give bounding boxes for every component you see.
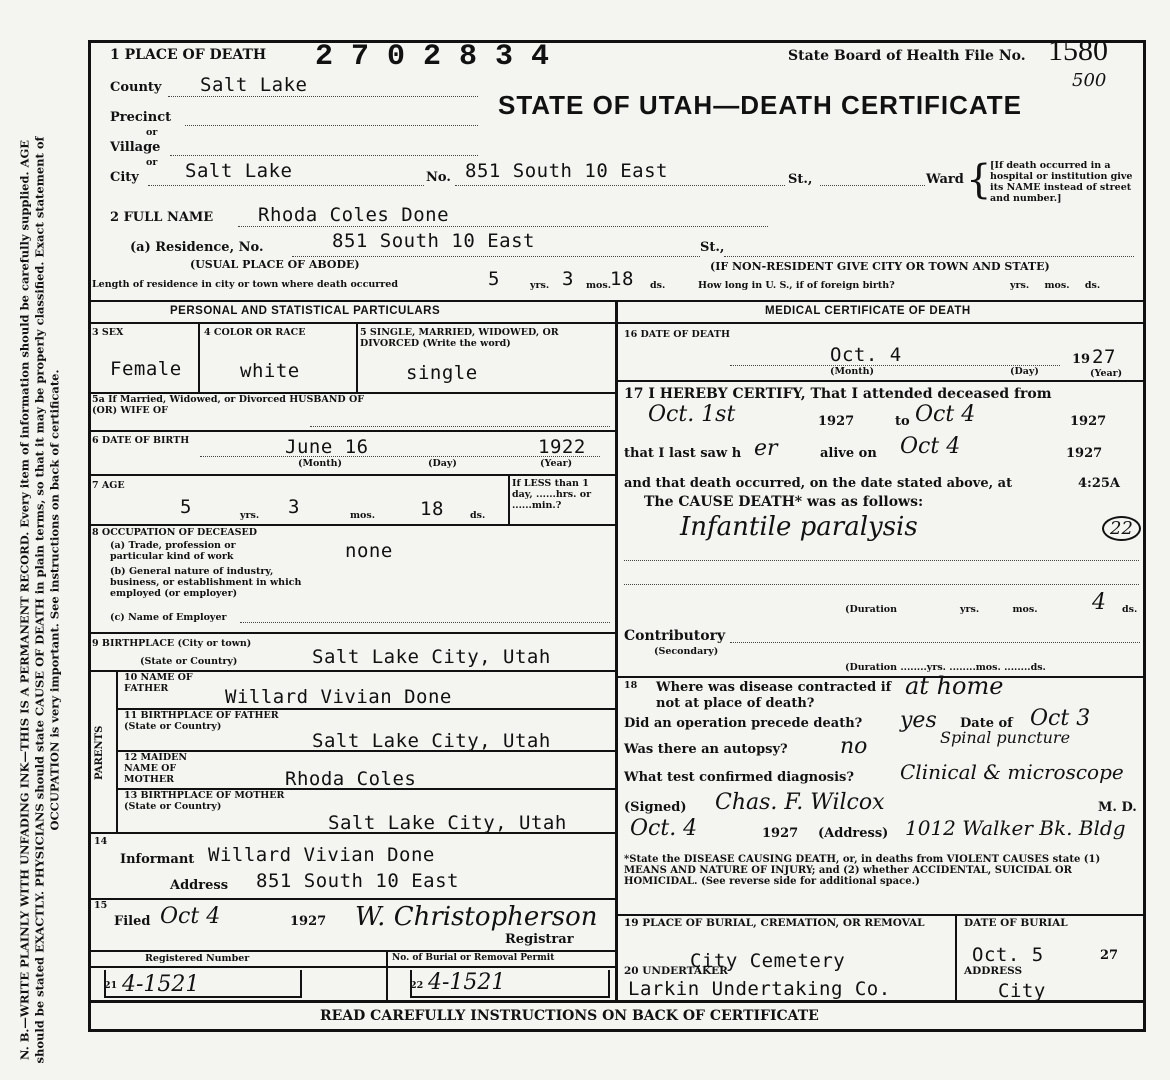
attended-to-label: to: [895, 414, 910, 429]
county-line: [168, 96, 478, 97]
cause-footnote: *State the DISEASE CAUSING DEATH, or, in deaths from VIOLENT CAUSES state (1) MEANS AND NATURE OF INJURY; and (2) whether ACCIDENTAL, SUICIDAL OR HOMICIDAL. (See reverse side for additional space.): [624, 854, 1101, 887]
cause-line-3: [624, 584, 1139, 585]
rule: [88, 322, 615, 324]
footer-instructions: READ CAREFULLY INSTRUCTIONS ON BACK OF CERTIFICATE: [320, 1008, 819, 1024]
item-15: 15: [94, 900, 108, 911]
residence-st-line: [724, 256, 1134, 257]
residence-st-label: St.,: [700, 240, 725, 255]
age-mos-unit: mos.: [350, 510, 376, 521]
rule: [88, 950, 615, 952]
rule: [615, 914, 1146, 916]
autopsy-label: Was there an autopsy?: [624, 742, 788, 757]
rule: [88, 832, 615, 834]
length-ds: 18: [610, 268, 634, 290]
item-14: 14: [94, 836, 108, 847]
street-no-label: No.: [426, 170, 451, 185]
informant-value: Willard Vivian Done: [208, 844, 435, 866]
non-resident-caption: (IF NON-RESIDENT GIVE CITY OR TOWN AND STATE): [710, 260, 1050, 273]
date-of-death-year: 27: [1092, 346, 1116, 368]
death-occurred-label: and that death occurred, on the date stated above, at: [624, 476, 1013, 491]
mother-bp-label: 13 BIRTHPLACE OF MOTHER (State or Country): [124, 790, 285, 812]
reg-number-label: Registered Number: [145, 953, 250, 964]
occupation-c-label: (c) Name of Employer: [110, 612, 227, 623]
dob-month-caption: (Month): [298, 458, 343, 469]
duration-mos: 4: [1092, 590, 1106, 615]
county-value: Salt Lake: [200, 74, 308, 96]
signed-year: 1927: [762, 826, 799, 841]
burial-date-label: DATE OF BURIAL: [964, 917, 1068, 929]
length-mos-unit: mos.: [586, 280, 612, 291]
burial-no-box: [410, 970, 610, 998]
operation-date-value: Oct 3: [1030, 706, 1091, 731]
city-line: [148, 185, 424, 186]
filed-label: Filed: [114, 914, 151, 929]
attended-from: Oct. 1st: [648, 402, 736, 427]
ward-brace: {: [966, 157, 992, 203]
marital-value: single: [406, 362, 478, 384]
physician-address-label: (Address): [818, 826, 889, 841]
race-label: 4 COLOR OR RACE: [204, 327, 306, 338]
birthplace-label: 9 BIRTHPLACE (City or town): [92, 638, 252, 649]
street-label: St.,: [788, 172, 813, 187]
rule: [615, 380, 1146, 382]
where-contracted-label: Where was disease contracted if not at place of death?: [656, 680, 892, 711]
file-number-secondary: 500: [1072, 70, 1107, 91]
full-name-label: 2 FULL NAME: [110, 210, 214, 225]
undertaker-address-value: City: [998, 980, 1046, 1002]
burial-place-value: City Cemetery: [690, 950, 846, 972]
cause-code: 22: [1102, 516, 1141, 541]
rule-center: [615, 300, 618, 1000]
full-name-value: Rhoda Coles Done: [258, 204, 450, 226]
length-ds-unit: ds.: [650, 280, 666, 291]
occupation-a-label: (a) Trade, profession or particular kind of work: [110, 540, 236, 562]
age-yrs: 5: [180, 496, 192, 518]
residence-line: [292, 256, 700, 257]
medical-section-title: MEDICAL CERTIFICATE OF DEATH: [765, 305, 971, 317]
test-label: What test confirmed diagnosis?: [624, 770, 854, 785]
rule-bottom: [88, 1000, 1146, 1003]
file-no-label: State Board of Health File No.: [788, 48, 1026, 64]
burial-no-label: No. of Burial or Removal Permit: [392, 953, 555, 963]
sex-value: Female: [110, 358, 182, 380]
rule: [88, 430, 615, 432]
margin-instructions-text: N. B.—WRITE PLAINLY WITH UNFADING INK—THIS IS A PERMANENT RECORD. Every item of information should be carefully supplied. AGE should be stated EXACTLY. PHYSICIANS should state CAUSE OF DEATH in plain terms, so that it may be properly classified. Exact statement of OCCUPATION is very important. See instructions on back of certificate.: [17, 136, 62, 1064]
certificate-title: STATE OF UTAH—DEATH CERTIFICATE: [498, 90, 1022, 120]
foreign-label: How long in U. S., if of foreign birth?: [698, 280, 895, 291]
village-line: [170, 155, 478, 156]
file-number: 1580: [1048, 34, 1108, 67]
age-ds-unit: ds.: [470, 510, 486, 521]
death-month-caption: (Month): [830, 366, 875, 377]
spouse-label: 5a If Married, Widowed, or Divorced HUSBAND OF (OR) WIFE OF: [92, 394, 364, 416]
street-no-line: [455, 185, 785, 186]
age-mos: 3: [288, 496, 300, 518]
mother-label: 12 MAIDEN NAME OF MOTHER: [124, 752, 188, 785]
father-bp-value: Salt Lake City, Utah: [312, 730, 551, 752]
length-yrs-unit: yrs.: [530, 280, 550, 291]
informant-address-label: Address: [170, 878, 229, 893]
father-bp-label: 11 BIRTHPLACE OF FATHER (State or Country): [124, 710, 279, 732]
father-label: 10 NAME OF FATHER: [124, 672, 193, 694]
death-year-caption: (Year): [1090, 368, 1123, 379]
occupation-b-label: (b) General nature of industry, business, or establishment in which employed (or employer): [110, 566, 302, 599]
city-label: City: [110, 170, 139, 185]
undertaker-value: Larkin Undertaking Co.: [628, 978, 891, 1000]
rule: [386, 950, 388, 1000]
md-label: M. D.: [1098, 800, 1137, 815]
filed-date: Oct 4: [160, 904, 221, 929]
father-value: Willard Vivian Done: [225, 686, 452, 708]
operation-label: Did an operation precede death?: [624, 716, 863, 731]
undertaker-label: 20 UNDERTAKER: [624, 965, 728, 977]
where-contracted-value: at home: [905, 672, 1004, 700]
mother-bp-value: Salt Lake City, Utah: [328, 812, 567, 834]
burial-date-value: Oct. 5: [972, 944, 1044, 966]
attended-to-year: 1927: [1070, 414, 1107, 429]
informant-label: Informant: [120, 852, 195, 867]
reg-number-box: [104, 970, 302, 998]
race-value: white: [240, 360, 300, 382]
age-label: 7 AGE: [92, 480, 125, 491]
precinct-label: Precinct: [110, 110, 172, 125]
rule: [88, 632, 615, 634]
rule: [88, 474, 615, 476]
reg-number-value: 4-1521: [122, 972, 200, 997]
filed-year: 1927: [290, 914, 327, 929]
date-of-death-year-prefix: 19: [1072, 352, 1091, 367]
or-label: or: [146, 157, 158, 168]
undertaker-address-label: ADDRESS: [964, 965, 1023, 977]
contributory-label: Contributory: [624, 628, 726, 644]
dob-label: 6 DATE OF BIRTH: [92, 435, 190, 446]
rule: [508, 474, 510, 524]
duration-label: (Duration: [845, 604, 898, 615]
rule: [88, 898, 615, 900]
rule: [356, 322, 358, 394]
alive-on-label: alive on: [820, 446, 877, 461]
mother-value: Rhoda Coles: [285, 768, 417, 790]
physician-address: 1012 Walker Bk. Bldg: [905, 816, 1126, 840]
spouse-line: [310, 426, 610, 427]
test-value: Clinical & microscope: [900, 760, 1124, 784]
contributory-line: [730, 642, 1140, 643]
duration-units: yrs. mos.: [960, 604, 1038, 615]
cause-line-2: [624, 560, 1139, 561]
burial-no-value: 4-1521: [428, 970, 506, 995]
birthplace-value: Salt Lake City, Utah: [312, 646, 551, 668]
item-18: 18: [624, 680, 638, 691]
parents-label: PARENTS: [94, 725, 105, 780]
dob-month-day: June 16: [285, 436, 369, 458]
death-day-caption: (Day): [1010, 366, 1039, 377]
certify-text: 17 I HEREBY CERTIFY, That I attended deceased from: [624, 386, 1052, 402]
length-mos: 3: [562, 268, 574, 290]
registrar-label: Registrar: [505, 932, 574, 947]
employer-line: [240, 622, 610, 623]
rule: [88, 524, 615, 526]
death-time: 4:25A: [1078, 476, 1121, 491]
burial-item: 22: [410, 980, 424, 991]
full-name-line: [238, 226, 768, 227]
foreign-units: yrs. mos. ds.: [1010, 280, 1101, 291]
alive-on-year: 1927: [1066, 446, 1103, 461]
place-of-death-label: 1 PLACE OF DEATH: [110, 47, 267, 63]
attended-from-year: 1927: [818, 414, 855, 429]
burial-place-label: 19 PLACE OF BURIAL, CREMATION, OR REMOVAL: [624, 917, 925, 929]
reg-item: 21: [104, 980, 118, 991]
occupation-label: 8 OCCUPATION OF DECEASED: [92, 527, 258, 538]
secondary-label: (Secondary): [654, 646, 719, 657]
marital-label: 5 SINGLE, MARRIED, WIDOWED, OR DIVORCED (Write the word): [360, 327, 559, 349]
date-of-death-label: 16 DATE OF DEATH: [624, 329, 730, 340]
usual-place-caption: (USUAL PLACE OF ABODE): [190, 258, 360, 271]
precinct-line: [185, 125, 478, 126]
city-value: Salt Lake: [185, 160, 293, 182]
less-than-note: If LESS than 1 day, ......hrs. or ......min.?: [512, 478, 592, 511]
residence-label: (a) Residence, No.: [130, 240, 264, 255]
duration-2: (Duration ........yrs. ........mos. ........ds.: [845, 662, 1046, 673]
burial-year: 27: [1100, 948, 1119, 963]
alive-on-value: Oct 4: [900, 434, 961, 459]
rule: [615, 676, 1146, 678]
signed-label: (Signed): [624, 800, 687, 815]
birthplace-state-label: (State or Country): [140, 656, 238, 667]
rule: [615, 322, 1146, 324]
rule: [88, 966, 615, 968]
street-no-value: 851 South 10 East: [465, 160, 668, 182]
length-label: Length of residence in city or town where death occurred: [92, 279, 398, 290]
cause-value: Infantile paralysis: [680, 512, 918, 542]
rule: [198, 322, 200, 394]
margin-instructions: [0, 60, 80, 1064]
or-label: or: [146, 127, 158, 138]
rule: [955, 914, 957, 1000]
village-label: Village: [110, 140, 161, 155]
length-yrs: 5: [488, 268, 500, 290]
age-yrs-unit: yrs.: [240, 510, 260, 521]
last-saw-label: that I last saw h: [624, 446, 742, 461]
dob-day-caption: (Day): [428, 458, 457, 469]
ward-label: Ward: [926, 172, 964, 187]
ward-note: [If death occurred in a hospital or institution give its NAME instead of street and number.]: [990, 160, 1133, 204]
stamp-number: 2702834: [315, 40, 568, 74]
sex-label: 3 SEX: [92, 327, 124, 338]
dob-year-caption: (Year): [540, 458, 573, 469]
last-saw-her: er: [754, 436, 778, 461]
operation-note: Spinal puncture: [940, 728, 1071, 747]
signed-date: Oct. 4: [630, 816, 698, 841]
autopsy-value: no: [840, 734, 868, 759]
informant-address-value: 851 South 10 East: [256, 870, 459, 892]
dob-year: 1922: [538, 436, 586, 458]
occupation-value: none: [345, 540, 393, 562]
residence-value: 851 South 10 East: [332, 230, 535, 252]
attended-to: Oct 4: [915, 402, 976, 427]
physician-signature: Chas. F. Wilcox: [715, 790, 885, 815]
date-of-death-value: Oct. 4: [830, 344, 902, 366]
personal-section-title: PERSONAL AND STATISTICAL PARTICULARS: [170, 305, 441, 317]
operation-value: yes: [900, 708, 937, 733]
cause-label: The CAUSE DEATH* was as follows:: [644, 494, 924, 510]
county-label: County: [110, 80, 162, 95]
age-ds: 18: [420, 498, 444, 520]
operation-date-label: Date of: [960, 716, 1013, 731]
ward-line: [820, 185, 925, 186]
duration-ds: ds.: [1122, 604, 1138, 615]
registrar-signature: W. Christopherson: [355, 902, 598, 932]
